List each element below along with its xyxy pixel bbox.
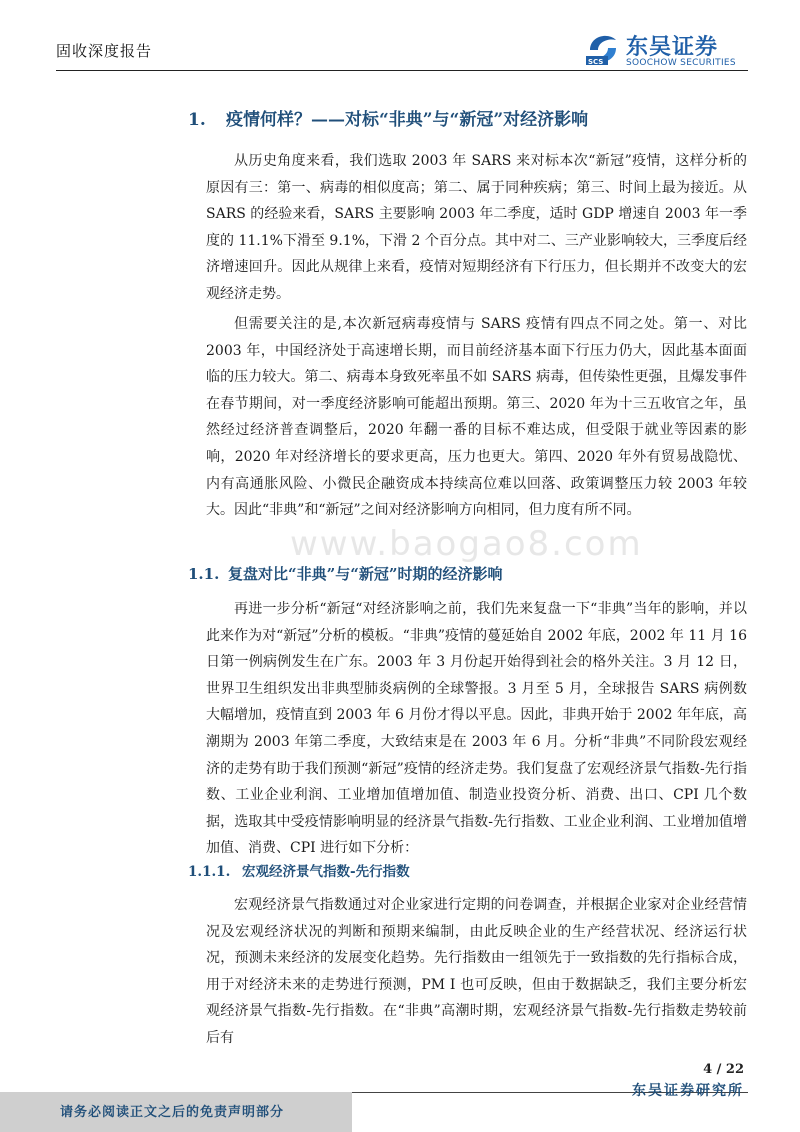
body-paragraph: 宏观经济景气指数通过对企业家进行定期的问卷调查，并根据企业家对企业经营情况及宏观经济状况的判断和预期来编制，由此反映企业的生产经营状况、经济运行状况，预测未来经济的发展变化趋势。先行指数由一组领先于一致指数的先行指标合成，用于对经济未来的走势进行预测，PM I 也可反映，但由于数据缺乏，我们主要分析宏观经济景气指数-先行指数。在“非典”高潮时期，宏观经济景气指数-先行指数走势较前后有: [206, 897, 747, 1046]
section-number: 1.1.1.: [188, 864, 231, 880]
section-title: 复盘对比“非典”与“新冠”时期的经济影响: [228, 565, 503, 583]
body-paragraph: 但需要关注的是,本次新冠病毒疫情与 SARS 疫情有四点不同之处。第一、对比 2003 年，中国经济处于高速增长期，而目前经济基本面下行压力仍大，因此基本面面临的压力较大。第二、病毒本身致死率虽不如 SARS 病毒，但传染性更强，且爆发事件在春节期间，对一季度经济影响可能超出预期。第三、2020 年为十三五收官之年，虽然经过经济普查调整后，2020 年翻一番的目标不难达成，但受限于就业等因素的影响，2020 年对经济增长的要求更高，压力也更大。第四、2020 年外有贸易战隐忧、内有高通胀风险、小微民企融资成本持续高位难以回落、政策调整压力较 2003 年较大。因此“非典”和“新冠”之间对经济影响方向相同，但力度有所不同。: [206, 316, 747, 519]
watermark: www.baogao8.com: [290, 524, 643, 564]
body-paragraph: 从历史角度来看，我们选取 2003 年 SARS 来对标本次“新冠”疫情，这样分析的原因有三：第一、病毒的相似度高；第二、属于同种疾病；第三、时间上最为接近。从 SARS 的经验来看，SARS 主要影响 2003 年二季度，适时 GDP 增速自 2003 年一季度的 11.1%下滑至 9.1%，下滑 2 个百分点。其中对二、三产业影响较大，三季度后经济增速回升。因此从规律上来看，疫情对短期经济有下行压力，但长期并不改变大的宏观经济走势。: [206, 153, 747, 302]
report-type-label: 固收深度报告: [56, 42, 153, 60]
section-heading-3: [188, 860, 410, 880]
body-paragraph: 再进一步分析“新冠“对经济影响之前，我们先来复盘一下“非典”当年的影响，并以此来作为对“新冠”分析的模板。“非典”疫情的蔓延始自 2002 年底，2002 年 11 月 16 日第一例病例发生在广东。2003 年 3 月份起开始得到社会的格外关注。3 月 12 日，世界卫生组织发出非典型肺炎病例的全球警报。3 月至 5 月，全球报告 SARS 病例数大幅增加，疫情直到 2003 年 6 月份才得以平息。因此，非典开始于 2002 年年底，高潮期为 2003 年第二季度，大致结束是在 2003 年 6 月。分析“非典”不同阶段宏观经济的走势有助于我们预测“新冠”疫情的经济走势。我们复盘了宏观经济景气指数-先行指数、工业企业利润、工业增加值增加值、制造业投资分析、消费、出口、CPI 几个数据，选取其中受疫情影响明显的经济景气指数-先行指数、工业企业利润、工业增加值增加值、消费、CPI 进行如下分析：: [206, 601, 747, 857]
section-number: 1.1.: [188, 565, 220, 583]
brand-name-cn: 东吴证券: [626, 35, 719, 60]
logo-mark-text: SCS: [588, 58, 604, 66]
section-heading-2: [188, 563, 503, 584]
disclaimer-note: 请务必阅读正文之后的免责声明部分: [60, 1105, 285, 1120]
brand-logo: [586, 30, 748, 70]
page-number: 4 / 22: [703, 1062, 744, 1077]
header-divider: [56, 70, 748, 71]
institute-name: 东吴证券研究所: [632, 1083, 744, 1099]
section-title: 宏观经济景气指数-先行指数: [242, 864, 410, 880]
brand-name-en: SOOCHOW SECURITIES: [626, 58, 736, 68]
section-number: 1.: [188, 110, 206, 130]
section-heading-1: [188, 105, 588, 130]
section-title: 疫情何样？——对标“非典”与“新冠”对经济影响: [226, 110, 589, 130]
